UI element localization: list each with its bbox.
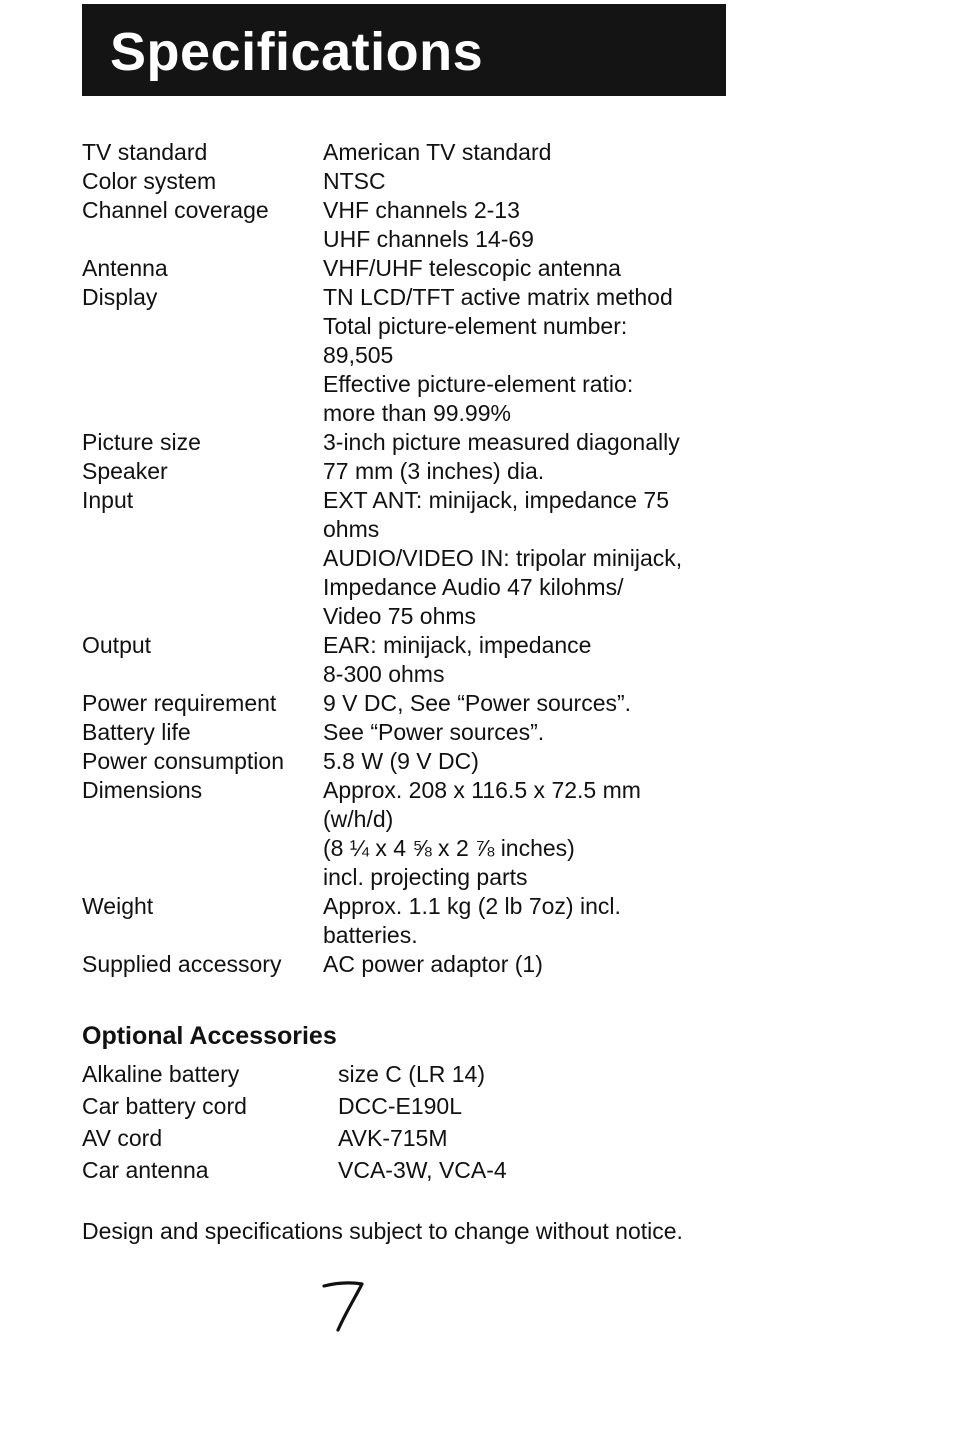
spec-value-line: AUDIO/VIDEO IN: tripolar minijack,: [323, 545, 683, 571]
spec-row: [82, 457, 782, 486]
spec-value-line: Total picture-element number:: [323, 313, 628, 339]
spec-value-line: UHF channels 14-69: [323, 226, 534, 252]
optional-accessories-heading: Optional Accessories: [82, 1022, 337, 1050]
spec-value-line: EXT ANT: minijack, impedance 75: [323, 487, 670, 513]
spec-value-line: incl. projecting parts: [323, 864, 528, 890]
accessory-label: Car antenna: [82, 1157, 209, 1183]
spec-row: [82, 196, 782, 254]
spec-value-line: Impedance Audio 47 kilohms/: [323, 574, 624, 600]
accessory-label: Car battery cord: [82, 1093, 247, 1119]
accessory-value: size C (LR 14): [338, 1061, 485, 1087]
spec-label: TV standard: [82, 139, 208, 165]
accessory-label: Alkaline battery: [82, 1061, 240, 1087]
spec-row: [82, 689, 782, 718]
spec-value-line: Approx. 1.1 kg (2 lb 7oz) incl.: [323, 893, 621, 919]
spec-value-line: 3-inch picture measured diagonally: [323, 429, 680, 455]
spec-value-line: American TV standard: [323, 139, 552, 165]
spec-row: [82, 254, 782, 283]
spec-value-line: 89,505: [323, 342, 394, 368]
spec-value: [323, 486, 782, 631]
spec-value-line: (8 ¼ x 4 ⅝ x 2 ⅞ inches): [323, 835, 575, 861]
spec-row: [82, 776, 782, 892]
accessory-value: VCA-3W, VCA-4: [338, 1157, 507, 1183]
handwritten-page-number-mark: [316, 1274, 376, 1338]
accessory-value: DCC-E190L: [338, 1093, 462, 1119]
spec-value: [323, 283, 782, 428]
spec-label: Antenna: [82, 255, 168, 281]
accessory-row: [82, 1058, 682, 1090]
spec-row: [82, 138, 782, 167]
spec-label: Channel coverage: [82, 197, 269, 223]
spec-value: [323, 167, 782, 196]
spec-value-line: 9 V DC, See “Power sources”.: [323, 690, 632, 716]
accessory-row: [82, 1154, 682, 1186]
spec-value-line: EAR: minijack, impedance: [323, 632, 592, 658]
spec-label: Color system: [82, 168, 217, 194]
spec-value-line: ohms: [323, 516, 380, 542]
spec-value-line: VHF channels 2-13: [323, 197, 520, 223]
spec-value-line: 5.8 W (9 V DC): [323, 748, 479, 774]
optional-accessories-table: [82, 1058, 682, 1186]
spec-row: [82, 631, 782, 689]
spec-label: Output: [82, 632, 152, 658]
spec-value-line: (w/h/d): [323, 806, 394, 832]
accessory-label: AV cord: [82, 1125, 163, 1151]
spec-value: [323, 457, 782, 486]
spec-label: Speaker: [82, 458, 168, 484]
spec-value-line: AC power adaptor (1): [323, 951, 543, 977]
spec-value: [323, 689, 782, 718]
spec-label: Dimensions: [82, 777, 203, 803]
spec-value: [323, 892, 782, 950]
spec-label: Input: [82, 487, 134, 513]
spec-value: [323, 428, 782, 457]
spec-row: [82, 428, 782, 457]
spec-label: Power consumption: [82, 748, 284, 774]
spec-row: [82, 718, 782, 747]
footnote: Design and specifications subject to change without notice.: [82, 1218, 683, 1244]
spec-value-line: NTSC: [323, 168, 386, 194]
accessory-value: AVK-715M: [338, 1125, 448, 1151]
spec-value: [323, 196, 782, 254]
spec-row: [82, 283, 782, 428]
spec-value: [323, 718, 782, 747]
spec-value: [323, 776, 782, 892]
spec-label: Power requirement: [82, 690, 277, 716]
spec-row: [82, 747, 782, 776]
spec-row: [82, 950, 782, 979]
spec-label: Battery life: [82, 719, 191, 745]
spec-value-line: more than 99.99%: [323, 400, 511, 426]
spec-value-line: 77 mm (3 inches) dia.: [323, 458, 545, 484]
spec-value: [323, 747, 782, 776]
spec-value-line: 8-300 ohms: [323, 661, 445, 687]
spec-table: [82, 138, 782, 979]
spec-value-line: See “Power sources”.: [323, 719, 545, 745]
spec-label: Supplied accessory: [82, 951, 282, 977]
spec-label: Picture size: [82, 429, 201, 455]
accessory-row: [82, 1090, 682, 1122]
spec-value-line: batteries.: [323, 922, 418, 948]
spec-value: [323, 254, 782, 283]
spec-label: Weight: [82, 893, 154, 919]
spec-value-line: Video 75 ohms: [323, 603, 477, 629]
spec-value-line: TN LCD/TFT active matrix method: [323, 284, 673, 310]
spec-value-line: Effective picture-element ratio:: [323, 371, 634, 397]
accessory-row: [82, 1122, 682, 1154]
spec-value: [323, 138, 782, 167]
spec-row: [82, 486, 782, 631]
spec-row: [82, 167, 782, 196]
spec-value-line: VHF/UHF telescopic antenna: [323, 255, 621, 281]
page-title: Specifications: [110, 22, 484, 82]
spec-label: Display: [82, 284, 158, 310]
spec-row: [82, 892, 782, 950]
spec-value: [323, 950, 782, 979]
spec-value: [323, 631, 782, 689]
spec-value-line: Approx. 208 x 116.5 x 72.5 mm: [323, 777, 641, 803]
